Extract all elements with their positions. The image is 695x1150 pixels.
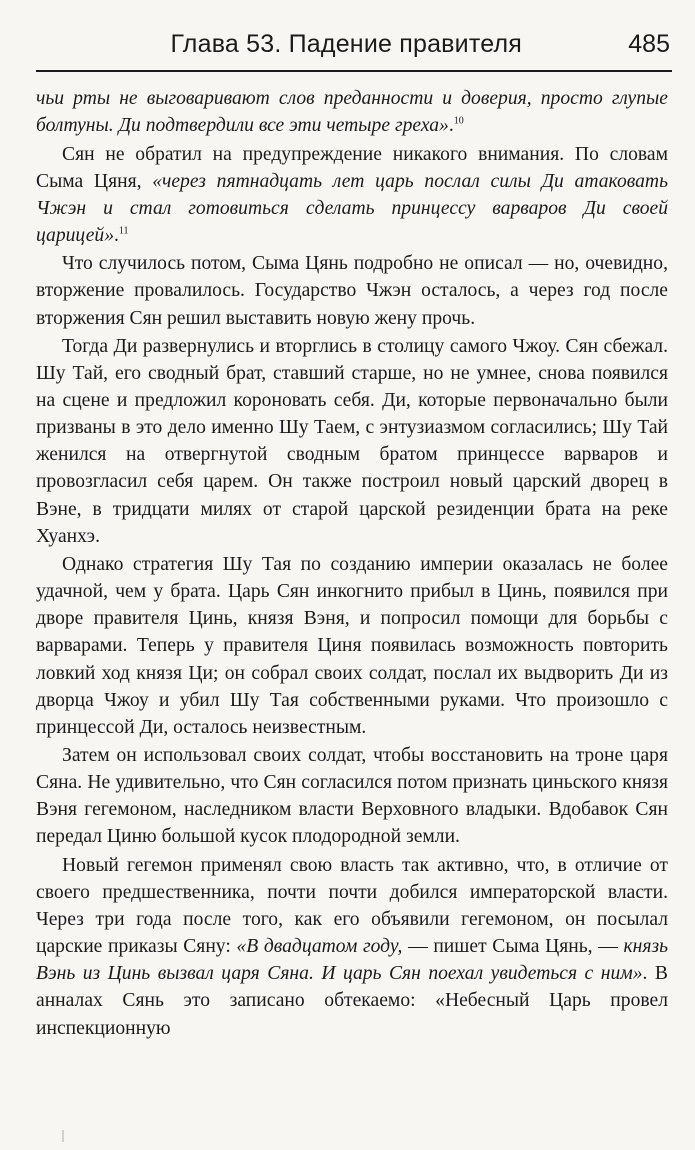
- scan-mark: [62, 1130, 64, 1142]
- text-run: Однако стратегия Шу Тая по созданию империи оказалась не более удачной, чем у брата. Царь Сян инкогнито прибыл в Цинь, появился при дворе правителя Цинь, князя Вэня, и попросил помощи для борьбы с варварами. Теперь у правителя Циня появилась возможность повторить ловкий ход князя Ци; он собрал своих солдат, послал их выдворить Ди из дворца Чжоу и убил Шу Тая собственными руками. Что произошло с принцессой Ди, осталось неизвестным.: [36, 554, 668, 738]
- text-run: Сян не обратил на предупреждение никакого внимания. По словам Сыма Цяня,: [36, 143, 668, 192]
- quote-text: князь Вэнь из Цинь вызвал царя Сяна. И царь Сян поехал увидеться с ним»: [36, 936, 669, 985]
- quote-text: чьи рты не выговаривают слов преданности и доверия, просто глупые болтуны. Ди подтвердили все эти четыре греха»: [36, 88, 668, 137]
- text-run: Что случилось потом, Сыма Цянь подробно не описал — но, очевидно, вторжение провалилось. Государство Чжэн осталось, а через год после вторжения Сян решил выставить новую жену прочь.: [36, 253, 668, 329]
- paragraph: [36, 85, 668, 139]
- paragraph: [36, 742, 668, 850]
- text-run: Тогда Ди развернулись и вторглись в столицу самого Чжоу. Сян сбежал. Шу Тай, его сводный брат, ставший старше, но не умнее, снова появился на сцене и предложил короновать себя. Ди, которые первоначально были призваны в это дело именно Шу Таем, с энтузиазмом согласились; Шу Тай женился на отвергнутой сводным братом принцессе варваров и провозгласил себя царем. Он также построил новый царский дворец в Вэне, в тридцати милях от старой царской резиденции брата на реке Хуанхэ.: [36, 336, 668, 547]
- paragraph: [36, 250, 668, 331]
- quote-text: «В двадцатом году,: [236, 936, 403, 958]
- paragraph: [36, 333, 668, 550]
- paragraph: [36, 852, 668, 1042]
- paragraph: [36, 551, 668, 741]
- text-run: Новый гегемон применял свою власть так активно, что, в отличие от своего предшественника, почти почти добился императорской власти. Через три года после того, как его объявили гегемоном, он посылал царские приказы Сяну:: [36, 854, 668, 958]
- text-run: .: [114, 224, 119, 246]
- footnote-ref: 11: [118, 225, 129, 237]
- body-text: [36, 85, 668, 1042]
- text-run: — пишет Сыма Цянь, —: [402, 936, 624, 958]
- quote-text: «через пятнадцать лет царь послал силы Ди атаковать Чжэн и стал готовиться сделать принцессу варваров Ди своей царицей»: [36, 170, 668, 246]
- page-number: 485: [628, 30, 670, 58]
- text-run: .: [448, 115, 454, 137]
- running-title: Глава 53. Падение правителя: [170, 30, 522, 58]
- text-run: Затем он использовал своих солдат, чтобы восстановить на троне царя Сяна. Не удивительно, что Сян согласился потом признать циньского князя Вэня гегемоном, наследником власти Верховного владыки. Вдобавок Сян передал Циню большой кусок плодородной земли.: [36, 745, 668, 848]
- paragraph: [36, 141, 668, 249]
- page-header: [36, 26, 672, 72]
- footnote-ref: 10: [453, 115, 464, 127]
- text-run: . В анналах Сянь это записано обтекаемо: «Небесный Царь провел инспекционную: [36, 963, 668, 1039]
